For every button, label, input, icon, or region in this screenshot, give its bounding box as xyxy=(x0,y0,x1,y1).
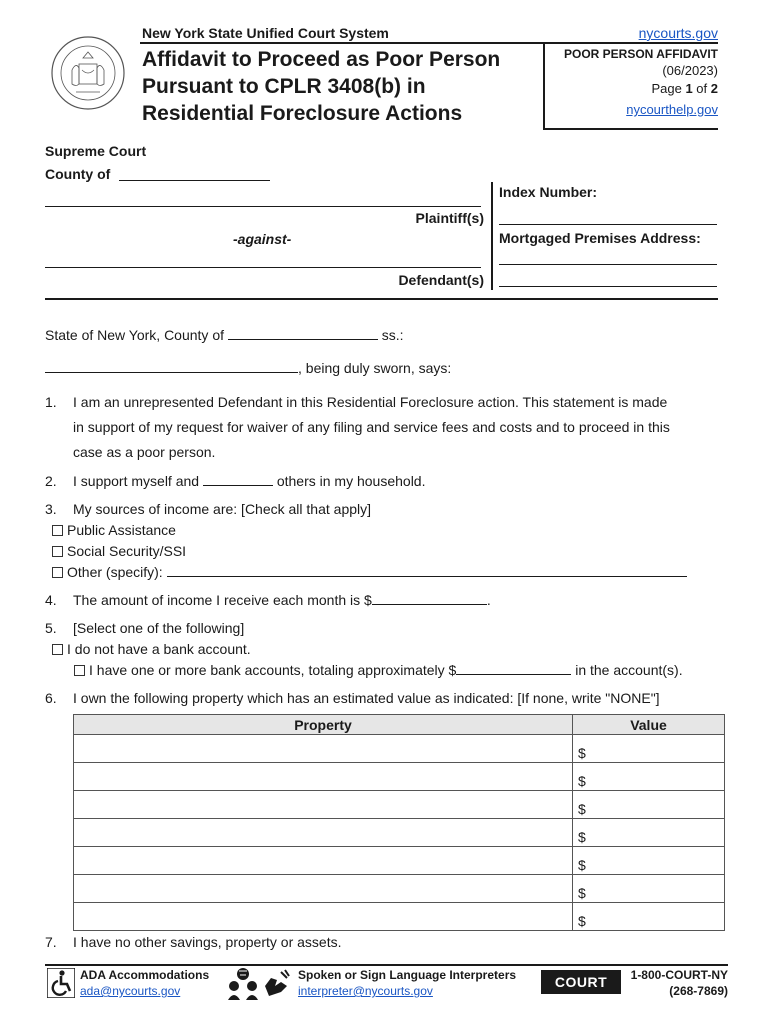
value-cell[interactable]: $ xyxy=(573,903,725,931)
court-system-name: New York State Unified Court System xyxy=(142,25,389,41)
sign-language-icon xyxy=(263,968,293,998)
value-cell[interactable]: $ xyxy=(573,791,725,819)
item-1-line-2: in support of my request for waiver of any filing and service fees and costs and to proceed in this xyxy=(73,419,670,435)
county-field[interactable] xyxy=(119,180,270,181)
table-row xyxy=(74,763,725,791)
item-3-text: My sources of income are: [Check all that apply] xyxy=(73,501,372,517)
item-4-prefix: The amount of income I receive each month is $ xyxy=(73,592,372,608)
footer-divider xyxy=(45,964,728,966)
option-label: Other (specify): xyxy=(67,564,163,580)
item-1-line-3: case as a poor person. xyxy=(73,444,216,460)
venue-county-field[interactable] xyxy=(228,326,378,340)
sworn-suffix: , being duly sworn, says: xyxy=(298,360,452,376)
venue-line xyxy=(45,323,404,348)
checkbox[interactable] xyxy=(52,525,63,536)
bank-option-accounts[interactable] xyxy=(74,658,683,683)
affiant-name-field[interactable] xyxy=(45,359,298,373)
value-cell[interactable]: $ xyxy=(573,847,725,875)
option-label: Social Security/SSI xyxy=(67,543,187,559)
table-row xyxy=(74,735,725,763)
item-5-text: [Select one of the following] xyxy=(73,620,245,636)
option-suffix: in the account(s). xyxy=(575,662,683,678)
phone-digits: (268-7869) xyxy=(669,984,728,998)
index-number-label: Index Number: xyxy=(499,184,598,200)
ada-label: ADA Accommodations xyxy=(80,968,210,982)
interpreter-email-link[interactable]: interpreter@nycourts.gov xyxy=(298,984,433,998)
item-2-suffix: others in my household. xyxy=(276,473,426,489)
option-label: Public Assistance xyxy=(67,522,176,538)
property-cell[interactable] xyxy=(74,763,573,791)
item-5-number: 5. xyxy=(45,620,57,636)
premises-address-label: Mortgaged Premises Address: xyxy=(499,230,701,246)
household-count-field[interactable] xyxy=(203,472,273,486)
checkbox[interactable] xyxy=(52,644,63,655)
item-2-text xyxy=(73,469,425,494)
sworn-line xyxy=(45,356,451,381)
ada-email-link[interactable]: ada@nycourts.gov xyxy=(80,984,181,998)
item-7-text: I have no other savings, property or assets. xyxy=(73,934,342,950)
table-row xyxy=(74,819,725,847)
table-row xyxy=(74,903,725,931)
plaintiff-name-field[interactable] xyxy=(45,206,481,207)
monthly-income-field[interactable] xyxy=(372,591,487,605)
item-4-suffix: . xyxy=(486,592,491,608)
form-name: POOR PERSON AFFIDAVIT xyxy=(563,47,718,61)
checkbox[interactable] xyxy=(52,567,63,578)
against-label: -against- xyxy=(233,231,292,247)
table-row xyxy=(74,875,725,903)
checkbox[interactable] xyxy=(52,546,63,557)
item-4-text xyxy=(73,588,491,613)
table-row xyxy=(74,791,725,819)
page-of: of xyxy=(696,81,708,96)
option-label: I do not have a bank account. xyxy=(67,641,251,657)
value-cell[interactable]: $ xyxy=(573,875,725,903)
property-cell[interactable] xyxy=(74,903,573,931)
form-title xyxy=(142,46,542,127)
table-row xyxy=(74,847,725,875)
courthelp-logo: COURT Help xyxy=(541,970,621,994)
property-cell[interactable] xyxy=(74,791,573,819)
item-3-number: 3. xyxy=(45,501,57,517)
table-header-row xyxy=(74,715,725,735)
nycourts-link[interactable]: nycourts.gov xyxy=(638,25,718,41)
court-name: Supreme Court xyxy=(45,143,147,159)
option-label: I have one or more bank accounts, totaling approximately $ xyxy=(89,662,457,678)
item-1-line-1: I am an unrepresented Defendant in this Residential Foreclosure action. This statement is made xyxy=(73,394,668,410)
property-cell[interactable] xyxy=(74,735,573,763)
item-1-number: 1. xyxy=(45,394,57,410)
item-2-prefix: I support myself and xyxy=(73,473,200,489)
page-total: 2 xyxy=(710,81,718,96)
item-4-number: 4. xyxy=(45,592,57,608)
page-prefix: Page xyxy=(651,81,682,96)
income-option-other[interactable] xyxy=(52,560,687,585)
plaintiff-label: Plaintiff(s) xyxy=(415,210,484,226)
property-cell[interactable] xyxy=(74,819,573,847)
checkbox[interactable] xyxy=(74,665,85,676)
county-label: County of xyxy=(45,166,111,182)
nycourthelp-link[interactable]: nycourthelp.gov xyxy=(626,102,718,117)
property-cell[interactable] xyxy=(74,875,573,903)
interpreter-people-icon xyxy=(226,966,260,1000)
title-line-2: Pursuant to CPLR 3408(b) in xyxy=(142,75,426,98)
venue-prefix: State of New York, County of xyxy=(45,327,224,343)
item-6-number: 6. xyxy=(45,690,57,706)
venue-suffix: ss.: xyxy=(381,327,404,343)
title-line-3: Residential Foreclosure Actions xyxy=(142,102,463,125)
value-cell[interactable]: $ xyxy=(573,735,725,763)
caption-bottom-rule xyxy=(45,298,718,300)
defendant-name-field[interactable] xyxy=(45,267,481,268)
accessibility-icon xyxy=(47,968,75,998)
state-seal xyxy=(50,34,126,112)
defendant-label: Defendant(s) xyxy=(398,272,484,288)
caption-divider xyxy=(491,182,493,290)
index-number-field[interactable] xyxy=(499,224,717,225)
form-date: (06/2023) xyxy=(662,63,718,78)
phone-number: 1-800-COURT-NY xyxy=(630,968,728,982)
property-cell[interactable] xyxy=(74,847,573,875)
value-cell[interactable]: $ xyxy=(573,819,725,847)
property-table xyxy=(73,714,725,931)
item-6-text: I own the following property which has an estimated value as indicated: [If none, write "NONE"] xyxy=(73,690,660,706)
item-1-text xyxy=(73,390,723,465)
title-line-1: Affidavit to Proceed as Poor Person xyxy=(142,48,501,71)
premises-address-field-2[interactable] xyxy=(499,286,717,287)
page-indicator xyxy=(651,81,718,96)
premises-address-field-1[interactable] xyxy=(499,264,717,265)
page-current: 1 xyxy=(685,81,693,96)
value-column-header: Value xyxy=(573,715,725,735)
interpreter-label: Spoken or Sign Language Interpreters xyxy=(298,968,517,982)
value-cell[interactable]: $ xyxy=(573,763,725,791)
property-column-header: Property xyxy=(74,715,573,735)
other-income-field[interactable] xyxy=(167,563,687,577)
item-2-number: 2. xyxy=(45,473,57,489)
item-7-number: 7. xyxy=(45,934,57,950)
bank-total-field[interactable] xyxy=(456,661,571,675)
